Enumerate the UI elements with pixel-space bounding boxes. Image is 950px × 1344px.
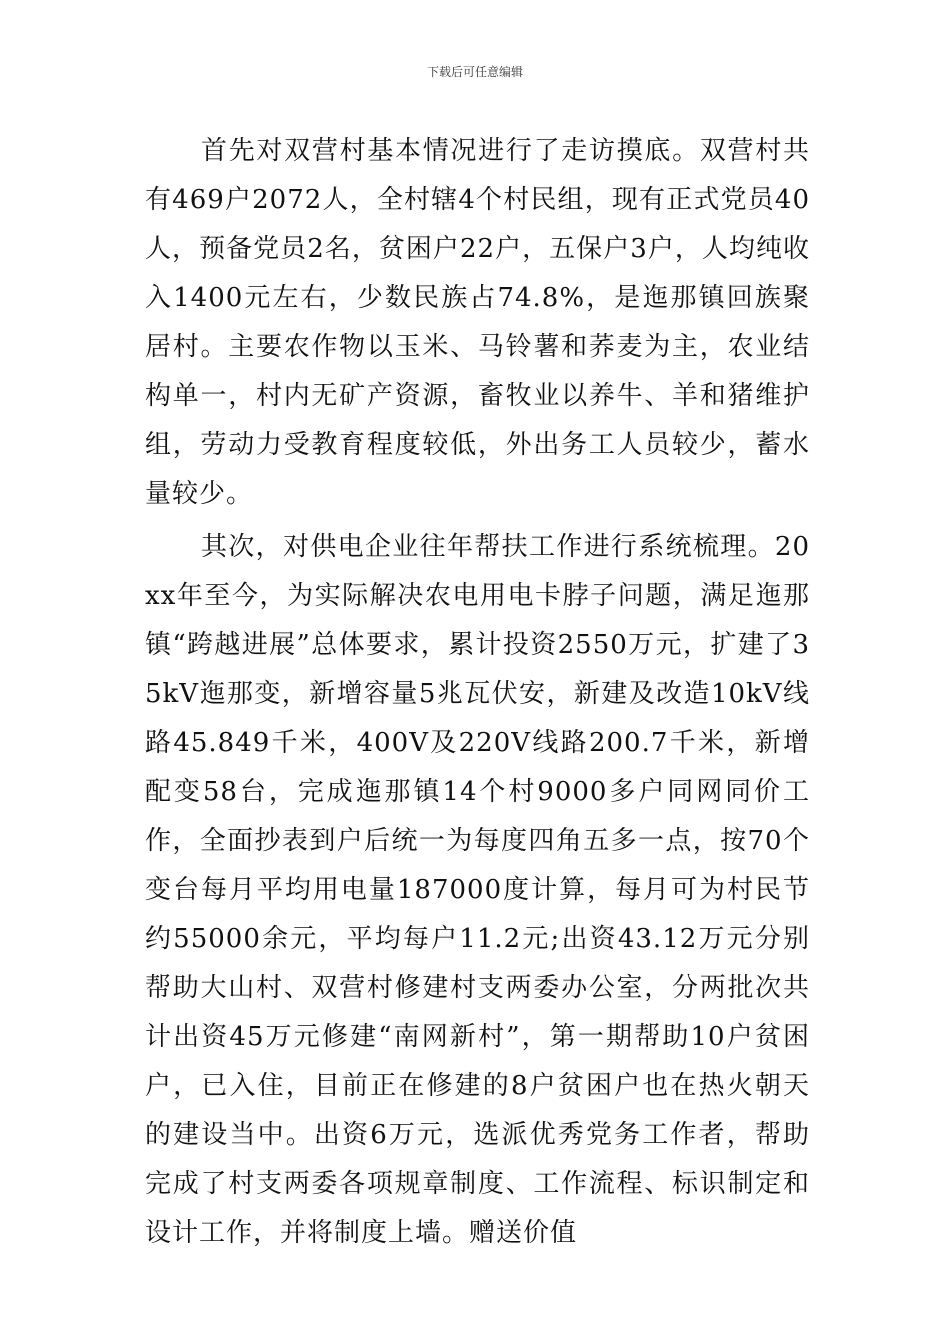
page-header-note: 下载后可任意编辑 [426, 65, 523, 79]
paragraph-support-review: 其次，对供电企业往年帮扶工作进行系统梳理。20xx年至今，为实际解决农电用电卡脖子问题，满足迤那镇“跨越进展”总体要求，累计投资2550万元，扩建了35kV迤那变，新增容量5兆瓦伏安，新建及改造10kV线路45.849千米，400V及220V线路200.7千米，新增配变58台，完成迤那镇14个村9000多户同网同价工作，全面抄表到户后统一为每度四角五多一点，按70个变台每月平均用电量187000度计算，每月可为村民节约55000余元，平均每户11.2元;出资43.12万元分别帮助大山村、双营村修建村支两委办公室，分两批次共计出资45万元修建“南网新村”，第一期帮助10户贫困户，已入住，目前正在修建的8户贫困户也在热火朝天的建设当中。出资6万元，选派优秀党务工作者，帮助完成了村支两委各项规章制度、工作流程、标识制定和设计工作，并将制度上墙。赠送价值 [145, 532, 810, 1248]
paragraph-village-overview: 首先对双营村基本情况进行了走访摸底。双营村共有469户2072人，全村辖4个村民组，现有正式党员40人，预备党员2名，贫困户22户，五保户3户，人均纯收入1400元左右，少数民族占74.8%，是迤那镇回族聚居村。主要农作物以玉米、马铃薯和荞麦为主，农业结构单一，村内无矿产资源，畜牧业以养牛、羊和猪维护组，劳动力受教育程度较低，外出务工人员较少，蓄水量较少。 [145, 136, 810, 509]
